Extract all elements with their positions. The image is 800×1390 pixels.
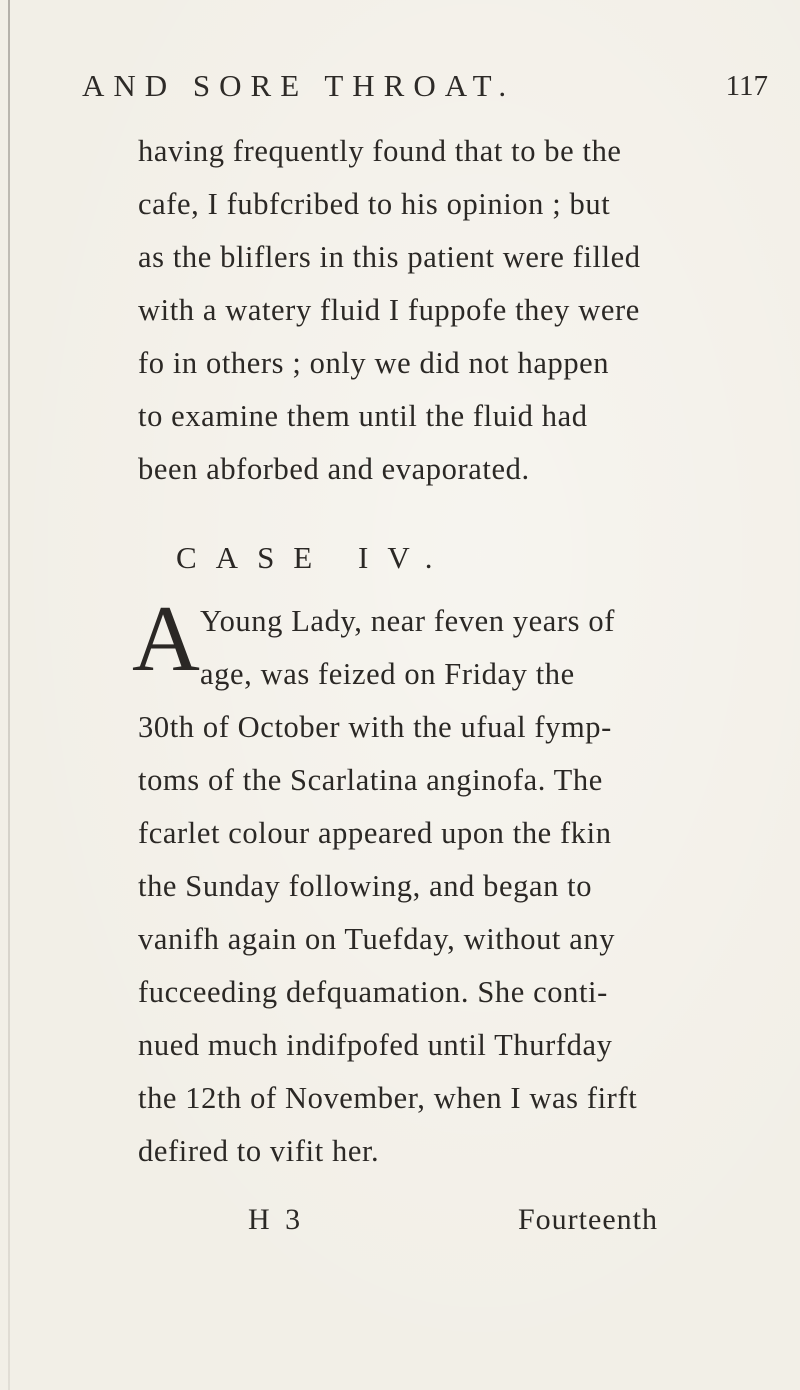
text-line: been abforbed and evaporated. [138,452,530,486]
text-line: fo in others ; only we did not happen [138,346,610,380]
text-line: Young Lady, near feven years of [200,604,615,638]
running-head: AND SORE THROAT. [82,68,516,103]
text-line: having frequently found that to be the [138,134,622,168]
text-line: the 12th of November, when I was firft [138,1081,638,1115]
case-heading: CASE IV. [176,540,452,575]
text-line: to examine them until the fluid had [138,399,588,433]
page-footer [248,1203,800,1243]
text-line: defired to vifit her. [138,1134,380,1168]
text-line: fucceeding defquamation. She conti- [138,975,608,1009]
text-line: cafe, I fubfcribed to his opinion ; but [138,187,611,221]
text-line: age, was feized on Friday the [200,657,575,691]
catchword: Fourteenth [518,1203,658,1236]
text-line: vanifh again on Tuefday, without any [138,922,616,956]
text-line: as the bliflers in this patient were filled [138,240,641,274]
signature-mark: H 3 [248,1203,305,1236]
text-line: nued much indifpofed until Thurfday [138,1028,613,1062]
text-line: fcarlet colour appeared upon the fkin [138,816,612,850]
text-line: the Sunday following, and began to [138,869,593,903]
page-gutter-edge [8,0,10,1390]
drop-cap: A [132,587,200,691]
text-line: toms of the Scarlatina anginofa. The [138,763,603,797]
page-header [82,68,768,108]
text-line: 30th of October with the ufual fymp- [138,710,612,744]
page-number: 117 [725,70,768,102]
text-line: with a watery fluid I fuppofe they were [138,293,640,327]
